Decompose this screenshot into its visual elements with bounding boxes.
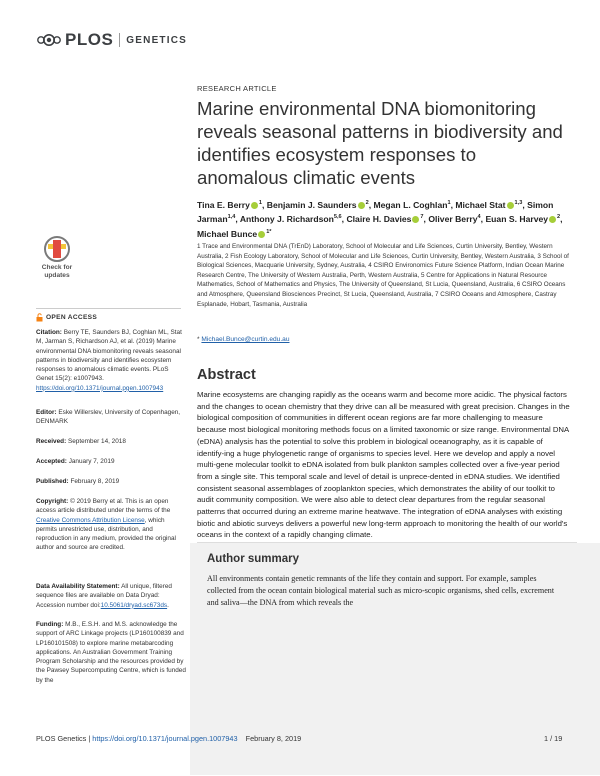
copyright-text-end: , which permits unrestricted use, distribution, and reproduction in any medium, provided the original author and source are credited. — [36, 516, 176, 552]
abstract-heading: Abstract — [197, 367, 256, 383]
author-affiliation-sup: 4 — [477, 214, 481, 221]
sidebar-divider — [36, 308, 181, 309]
corresponding-marker: * — [197, 336, 200, 343]
author-affiliation-sup: 7 — [420, 214, 424, 221]
footer-journal: PLOS Genetics — [36, 734, 87, 743]
check-for-updates-button[interactable] — [36, 236, 78, 290]
funding-block — [36, 620, 186, 685]
author-affiliation-sup: 5,6 — [333, 214, 342, 221]
corresponding-author — [197, 336, 290, 343]
author-name: Tina E. Berry — [197, 199, 250, 210]
check-updates-label: Check for updates — [41, 264, 73, 279]
author-name: Benjamin J. Saunders — [266, 199, 357, 210]
published-date: February 8, 2019 — [70, 478, 120, 485]
author-affiliation-sup: 1,4 — [227, 214, 236, 221]
author-summary-text: All environments contain genetic remnants of the life they contain and support. For example, samples collected from the ocean contain biological material such as micro-scopic organisms, shed cells, excrement and saliva—the DNA from which reveals the — [207, 574, 555, 608]
editor-block — [36, 408, 186, 427]
received-block — [36, 437, 186, 446]
author-name: Simon Jarman — [197, 199, 554, 225]
page-footer — [36, 734, 566, 743]
logo-divider — [119, 33, 120, 47]
orcid-icon[interactable] — [258, 231, 265, 238]
accepted-date: January 7, 2019 — [68, 458, 115, 465]
author-affiliation-sup: 2 — [365, 200, 369, 206]
article-type: RESEARCH ARTICLE — [197, 84, 277, 93]
open-lock-icon — [36, 313, 43, 322]
author-affiliation-sup: 1 — [258, 200, 262, 206]
orcid-icon[interactable] — [358, 202, 365, 209]
brand-name: PLOS — [65, 30, 114, 49]
plos-genetics-logo[interactable] — [36, 30, 187, 50]
received-date: September 14, 2018 — [67, 438, 126, 445]
author-name: Oliver Berry — [428, 214, 478, 225]
author-name: Michael Stat — [455, 199, 506, 210]
author-affiliation-sup: 1 — [447, 200, 451, 206]
abstract-text: Marine ecosystems are changing rapidly as the oceans warm and become more acidic. The physical factors and the changes to ocean chemistry that they drive can all be measured with great precision. Changes in the biological composition of communities in different ocean regions are far more challenging to measure because most biological monitoring methods focus on a limited taxonomic or size range. Environmental DNA (eDNA) analysis has the potential to solve this problem in biological oceanography, as it is capable of identify-ing a huge phylogenetic range of organisms to species level. Here we develop and apply a novel multi-gene molecular toolkit to eDNA isolated from bulk plankton samples collected over a five-year period from a single site. This temporal scale and level of detail is unprece-dented in eDNA studies. We identified consistent seasonal assemblages of zooplankton species, which demonstrates the ability of our toolkit to audit community composition. We were also able to detect clear departures from the regular seasonal patterns that occurred during an extreme marine heatwave. The integration of eDNA analyses with existing biotic and abiotic surveys delivers a powerful new long-term approach to monitoring the health of our world's oceans in the context of a rapidly changing climate. — [197, 390, 570, 540]
funding-text: M.B., E.S.H. and M.S. acknowledge the support of ARC Linkage projects (LP160100839 and LP160101508) to explore marine metabarcoding applications. An Australian Government Training Program Scholarship and the resources provided by the Pawsey Supercomputing Centre, which is funded by the — [36, 621, 186, 684]
footer-divider: | — [88, 734, 91, 743]
page-number: 1 / 19 — [544, 734, 563, 743]
data-availability-end: . — [167, 601, 169, 609]
footer-doi-link[interactable]: https://doi.org/10.1371/journal.pgen.1007943 — [92, 734, 238, 743]
author-list: Tina E. Berry $^1$, Benjamin J. Saunders $^2$, Megan L. Coghlan$^1$, Michael Stat $^{1,3}$, Simon Jarman$^{1,4}$, Anthony J. Richardson$^{5,6}$, Claire H. Davies $^7$, Oliver Berry$^4$, Euan S. Harvey $^2$, Michael Bunce $^{1*}$ — [197, 199, 563, 239]
citation-doi-link[interactable]: https://doi.org/10.1371/journal.pgen.1007943 — [36, 384, 164, 392]
affiliations: 1 Trace and Environmental DNA (TrEnD) Laboratory, School of Molecular and Life Sciences, Curtin University, Bentley, Western Australia, 2 Fish Ecology Laboratory, School of Molecular and Life Sciences, Curtin University, Bentley, Western Australia, 3 School of Biological Sciences, Macquarie University, Sydney, Australia, 4 CSIRO Environomics Future Science Platform, Indian Ocean Marine Research Centre, The University of Western Australia, Perth, Western Australia, 5 Centre for Applications in Natural Resource Mathematics, School of Mathematics and Physics, The University of Queensland, St Lucia, Queensland, Australia, 6 CSIRO Oceans and Atmosphere, Queensland Biosciences Precinct, St Lucia, Queensland, Australia, 7 CSIRO Oceans and Atmosphere, Castray Esplanade, Hobart, Tasmania, Australia — [197, 243, 569, 308]
open-access-label: OPEN ACCESS — [46, 314, 98, 321]
editor-label: Editor: — [36, 409, 57, 416]
copyright-label: Copyright: — [36, 498, 69, 505]
footer-date: February 8, 2019 — [245, 734, 302, 743]
citation-text: Berry TE, Saunders BJ, Coghlan ML, Stat M, Jarman S, Richardson AJ, et al. (2019) Marine environmental DNA biomonitoring reveals seasonal patterns in biodiversity and identifies ecosystem responses to anomalous climatic events. PLoS Genet 15(2): e1007943. — [36, 329, 182, 383]
orcid-icon[interactable] — [507, 202, 514, 209]
published-label: Published: — [36, 478, 69, 485]
corresponding-email-link[interactable]: Michael.Bunce@curtin.edu.au — [201, 336, 290, 343]
journal-name: GENETICS — [126, 34, 188, 46]
author-affiliation-sup: 2 — [557, 214, 561, 221]
author-name: Michael Bunce — [197, 228, 258, 239]
orcid-icon[interactable] — [549, 216, 556, 223]
plos-logo-icon — [36, 31, 62, 49]
copyright-block — [36, 497, 186, 553]
data-availability-text: All unique, filtered sequence files are available on Data Dryad: Accession number doi: — [36, 583, 172, 609]
published-block — [36, 477, 186, 486]
accepted-label: Accepted: — [36, 458, 67, 465]
copyright-text: © 2019 Berry et al. This is an open access article distributed under the terms of the — [36, 498, 171, 515]
received-label: Received: — [36, 438, 67, 445]
accepted-block — [36, 457, 186, 466]
data-availability-block — [36, 582, 186, 610]
author-summary-heading: Author summary — [207, 553, 300, 565]
citation-block — [36, 328, 186, 393]
editor-text: Eske Willerslev, University of Copenhagen, DENMARK — [36, 409, 181, 426]
author-name: Claire H. Davies — [346, 214, 412, 225]
summary-top-rule — [197, 542, 577, 543]
author-name: Megan L. Coghlan — [373, 199, 448, 210]
data-availability-label: Data Availability Statement: — [36, 583, 120, 590]
funding-label: Funding: — [36, 621, 64, 628]
license-link[interactable]: Creative Commons Attribution License — [36, 516, 145, 524]
author-name: Euan S. Harvey — [485, 214, 549, 225]
dryad-doi-link[interactable]: 10.5061/dryad.sc673ds — [100, 601, 168, 609]
author-affiliation-sup: 1,3 — [514, 200, 523, 206]
citation-label: Citation: — [36, 329, 62, 336]
orcid-icon[interactable] — [251, 202, 258, 209]
article-title: Marine environmental DNA biomonitoring reveals seasonal patterns in biodiversity and identifies ecosystem responses to anomalous climatic events — [197, 98, 563, 188]
crossmark-icon — [44, 236, 70, 262]
author-affiliation-sup: 1* — [266, 228, 272, 235]
open-access-badge — [36, 313, 97, 322]
author-name: Anthony J. Richardson — [239, 214, 334, 225]
orcid-icon[interactable] — [412, 216, 419, 223]
